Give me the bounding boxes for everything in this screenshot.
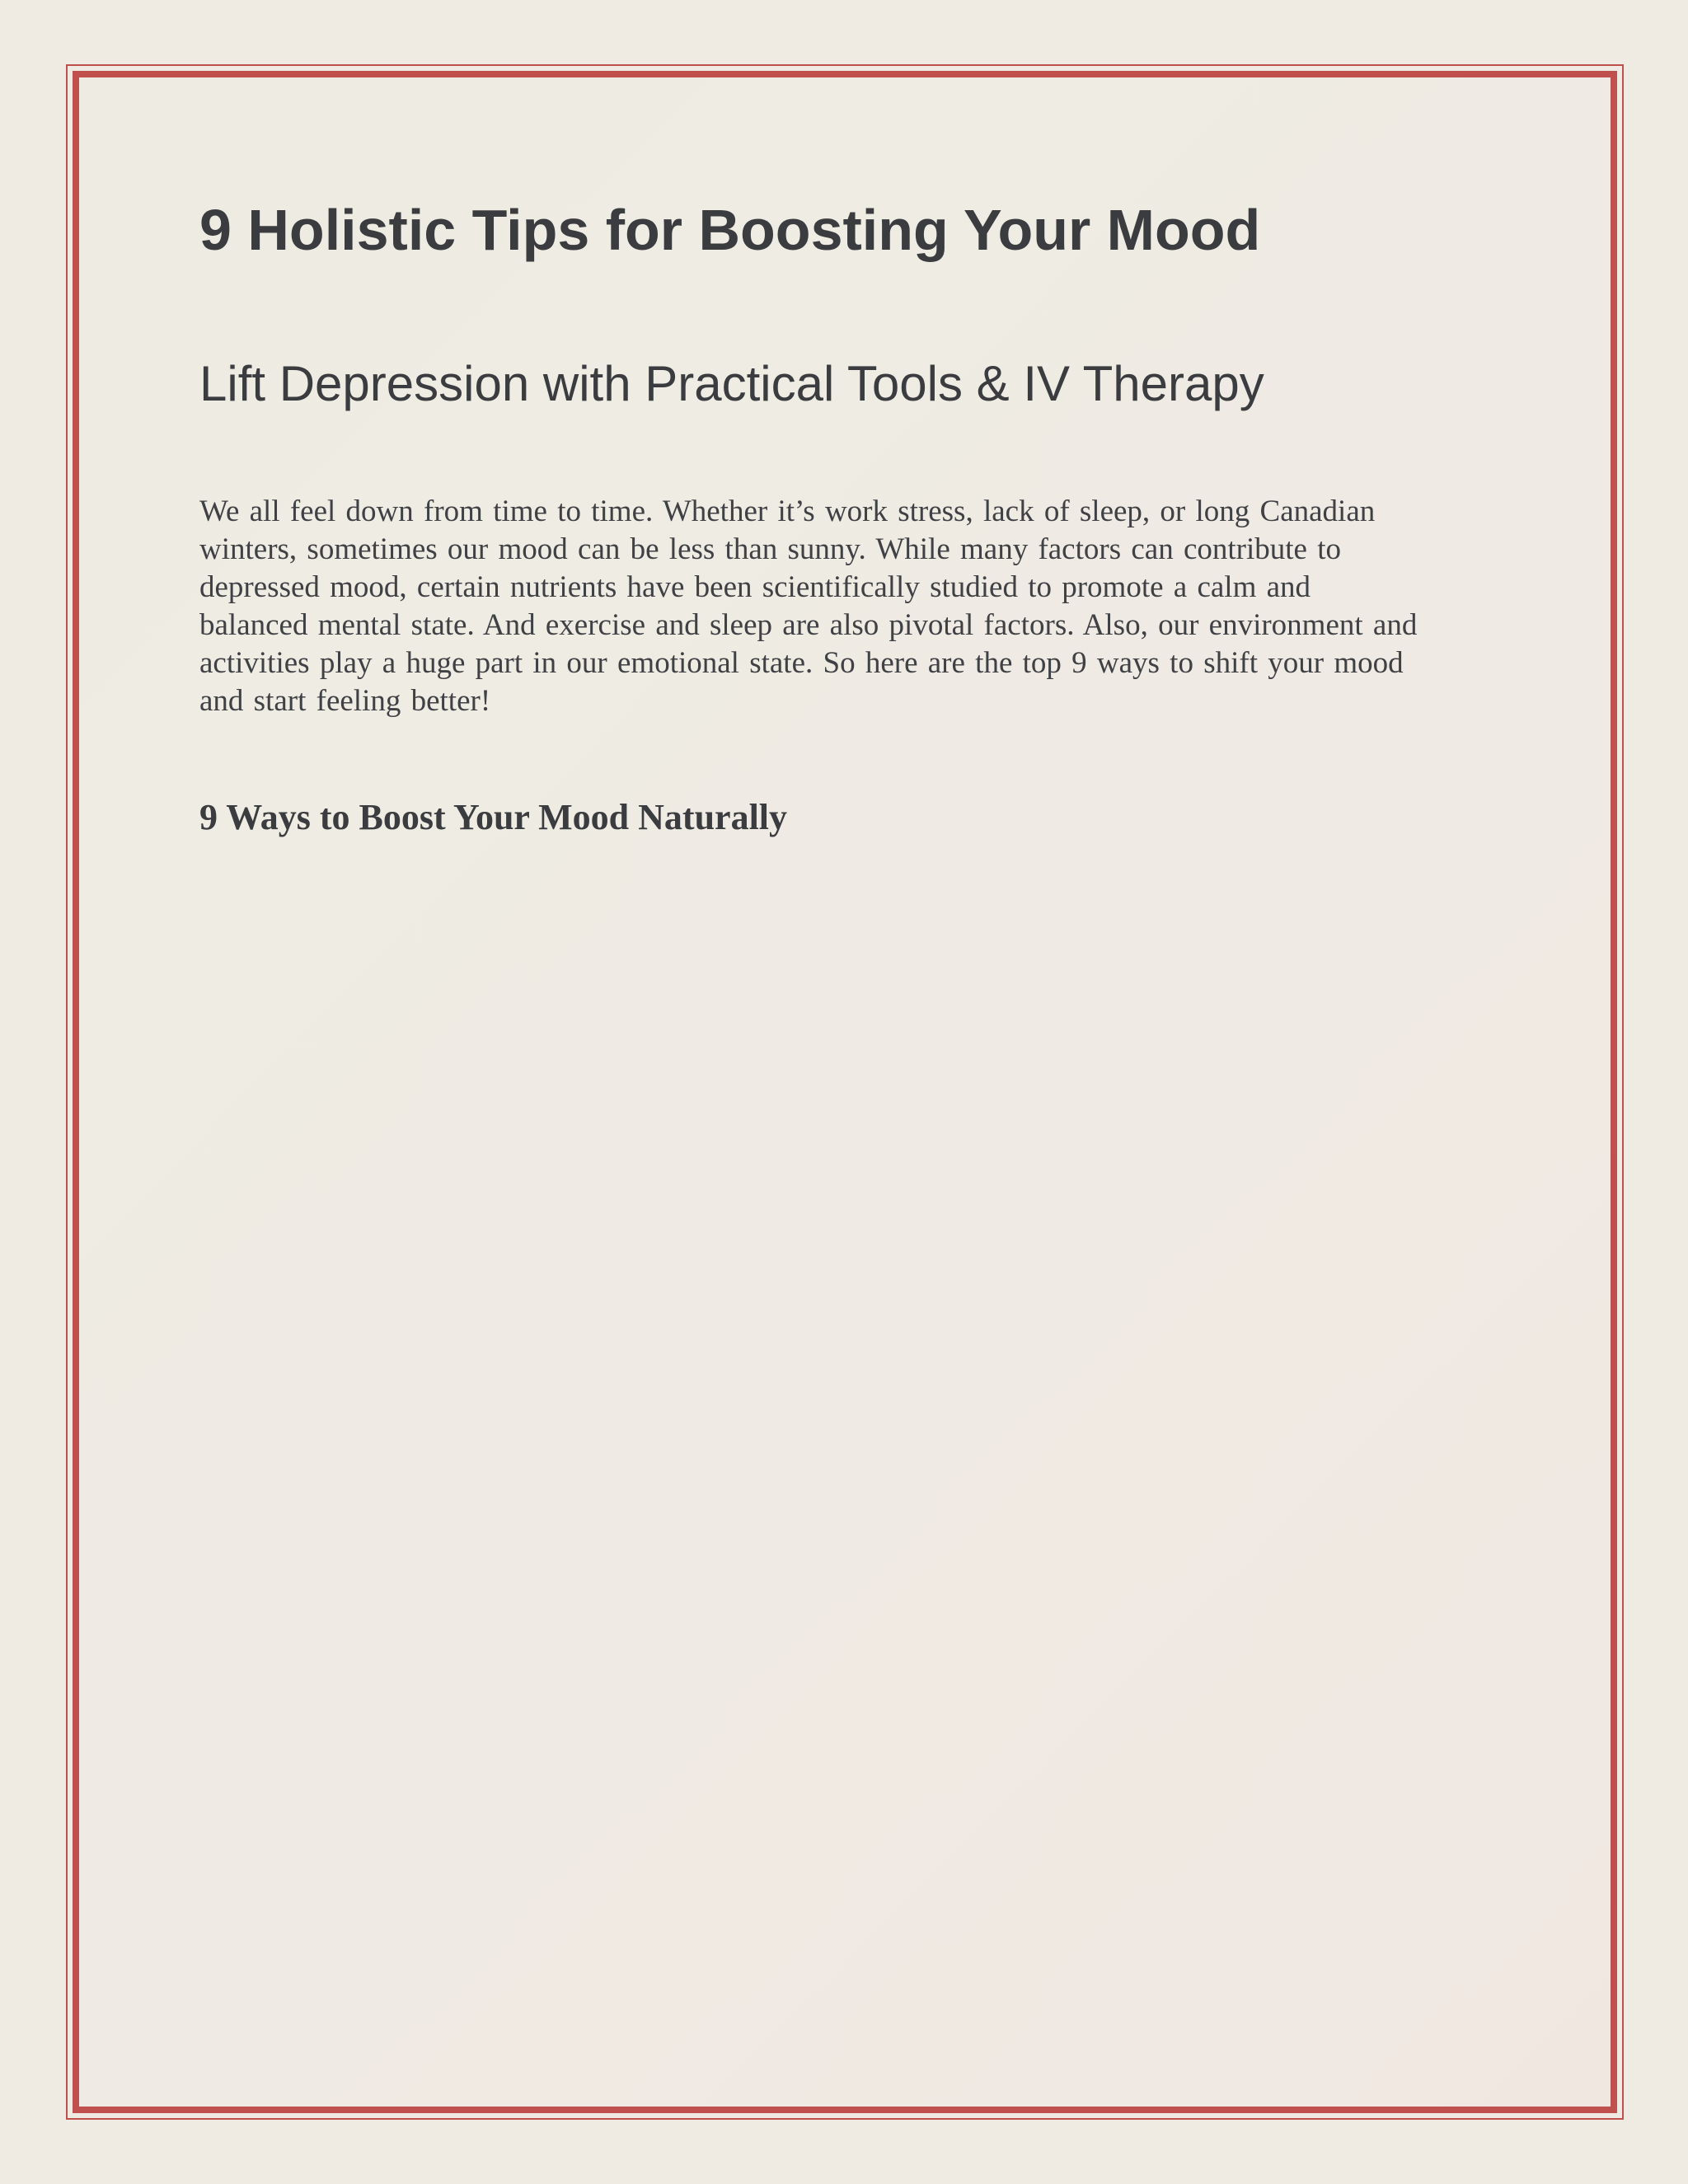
intro-line: and start feeling better! <box>199 684 491 718</box>
intro-line: activities play a huge part in our emotional state. So here are the top 9 ways to shift your mood <box>199 646 1404 680</box>
document-subtitle: Lift Depression with Practical Tools & IV Therapy <box>199 356 1264 411</box>
section-heading: 9 Ways to Boost Your Mood Naturally <box>199 797 788 837</box>
intro-line: depressed mood, certain nutrients have been scientifically studied to promote a calm and <box>199 570 1311 604</box>
intro-line: winters, sometimes our mood can be less than sunny. While many factors can contribute to <box>199 532 1341 566</box>
intro-paragraph <box>199 493 1502 720</box>
intro-line: We all feel down from time to time. Whether it’s work stress, lack of sleep, or long Canadian <box>199 494 1376 528</box>
document-title: 9 Holistic Tips for Boosting Your Mood <box>199 198 1261 262</box>
intro-line: balanced mental state. And exercise and sleep are also pivotal factors. Also, our environment and <box>199 608 1418 642</box>
